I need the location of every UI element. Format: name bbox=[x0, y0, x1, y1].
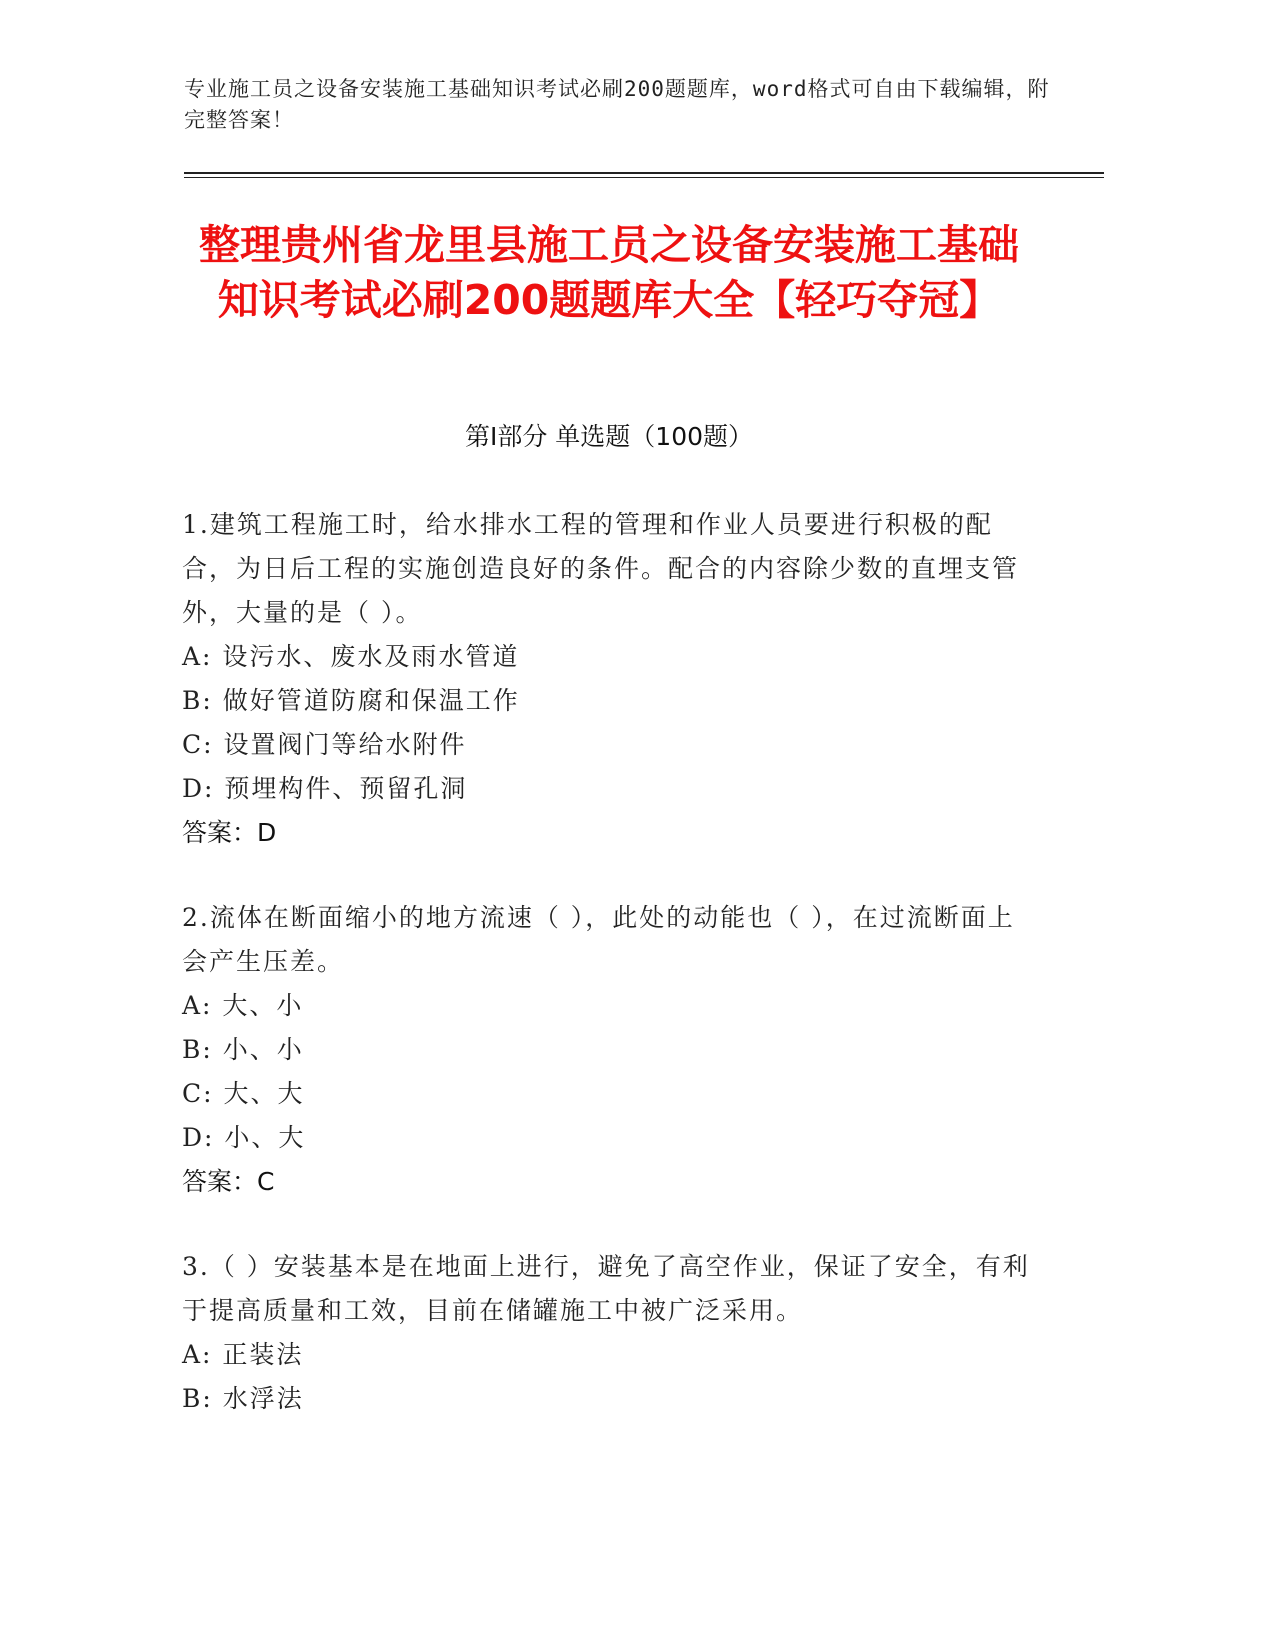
document-title: 整理贵州省龙里县施工员之设备安装施工基础知识考试必刷200题题库大全【轻巧夺冠】 bbox=[199, 221, 1019, 324]
question-stem: 3.（ ）安装基本是在地面上进行，避免了高空作业，保证了安全，有利于提高质量和工效，目前在储罐施工中被广泛采用。 bbox=[182, 1252, 1030, 1325]
option-a: A: 正装法 bbox=[182, 1340, 304, 1369]
option-b: B: 水浮法 bbox=[182, 1384, 304, 1413]
option-b: B: 做好管道防腐和保温工作 bbox=[182, 686, 520, 715]
header-note: 专业施工员之设备安装施工基础知识考试必刷200题题库，word格式可自由下载编辑，附完整答案！ bbox=[184, 77, 1050, 132]
question-stem: 2.流体在断面缩小的地方流速（ ），此处的动能也（ ），在过流断面上会产生压差。 bbox=[182, 903, 1015, 976]
option-d: D: 预埋构件、预留孔洞 bbox=[182, 774, 468, 803]
option-b: B: 小、小 bbox=[182, 1035, 304, 1064]
option-c: C: 设置阀门等给水附件 bbox=[182, 730, 467, 759]
question-2 bbox=[182, 896, 1032, 1204]
section-heading: 第I部分 单选题（100题） bbox=[464, 422, 754, 451]
question-1 bbox=[182, 503, 1032, 855]
option-c: C: 大、大 bbox=[182, 1079, 305, 1108]
header-divider-thick bbox=[184, 172, 1104, 174]
header-divider-thin bbox=[184, 177, 1104, 178]
option-d: D: 小、大 bbox=[182, 1123, 306, 1152]
question-stem: 1.建筑工程施工时，给水排水工程的管理和作业人员要进行积极的配合，为日后工程的实施创造良好的条件。配合的内容除少数的直埋支管外，大量的是（ ）。 bbox=[182, 510, 1020, 627]
answer-line: 答案：C bbox=[182, 1167, 275, 1196]
question-3 bbox=[182, 1245, 1032, 1421]
option-a: A: 大、小 bbox=[182, 991, 304, 1020]
option-a: A: 设污水、废水及雨水管道 bbox=[182, 642, 520, 671]
answer-line: 答案：D bbox=[182, 818, 277, 847]
